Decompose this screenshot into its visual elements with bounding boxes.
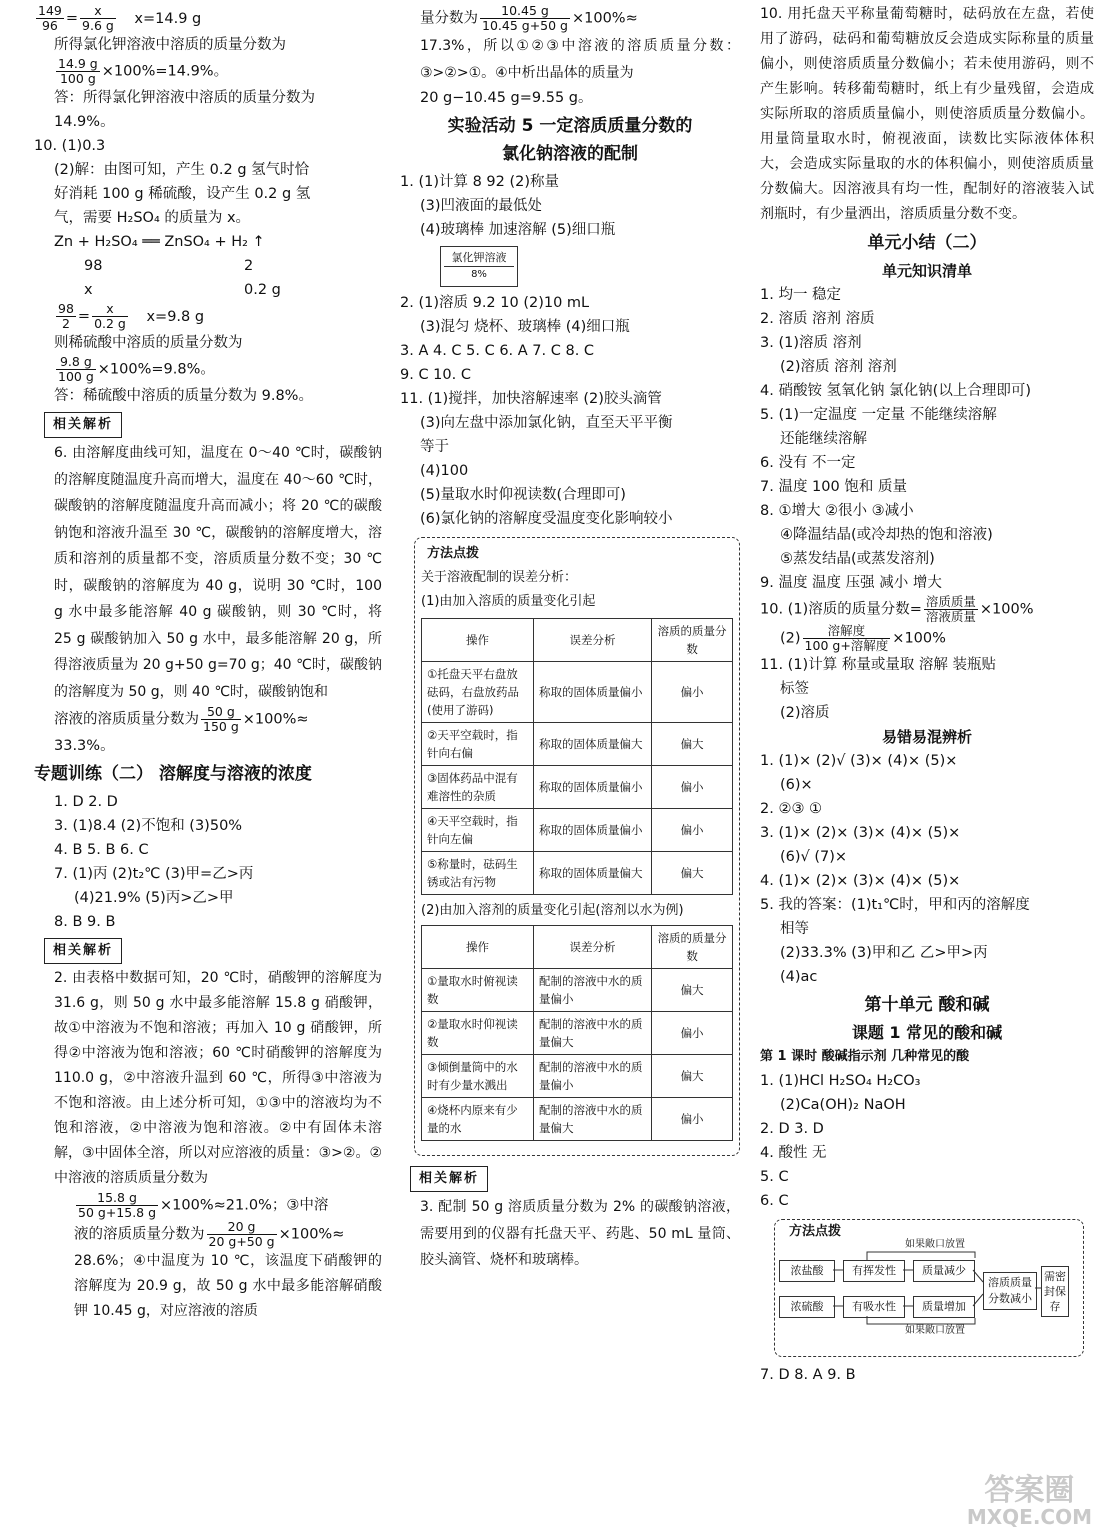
answer-line: 2. (1)溶质 9.2 10 (2)10 mL [400,295,590,311]
answer-line: 9. C 10. C [400,367,471,383]
flow-node: 质量增加 [913,1296,975,1318]
answer-line: (6)× [780,777,813,793]
answer-line: (3)凹液面的最低处 [420,198,543,214]
box-title: 方法点拨 [789,1224,842,1239]
flow-node: 浓盐酸 [779,1260,835,1282]
method-tip-flowchart [774,1219,1084,1357]
answer-line: 标签 [780,681,809,697]
watermark-logo: 答案圈 MXQE.COM [966,1473,1092,1529]
answer-line: 等于 [420,439,449,455]
table-row: ②量取水时仰视读数 配制的溶液中水的质量偏大 偏小 [422,1012,733,1055]
equation-ratio: $\frac{149}{96}$ = $\frac{x}{9.6 g}$ x=14.9 g [38,3,202,33]
answer-line: ④降温结晶(或冷却热的饱和溶液) [780,527,993,543]
equation: 液的溶质质量分数为 $\frac{20 g}{20 g+50 g}$ ×100%≈ [74,1219,345,1249]
flow-node: 有挥发性 [843,1260,905,1282]
equation: $\frac{15.8 g}{50 g+15.8 g}$ ×100%≈21.0%；③中溶 [78,1190,329,1220]
equation-values: x 0.2 g [84,282,281,298]
section-heading: 氯化钠溶液的配制 [502,144,638,164]
bottle-label [440,246,518,287]
explanation-paragraph: 10. 用托盘天平称量葡萄糖时，砝码放在左盘，若使用了游码，砝码和葡萄糖放反会造成实际称量的质量偏小，则使溶质质量分数偏小；若未使用游码，则不产生影响。转移葡萄糖时，纸上有少量残留，会造成实际所取的溶质质量偏小，则使溶质质量分数偏小。用量筒量取水时，俯视液面，读数比实际液体体积大，会造成实际量取的水的体积偏小，则使溶质质量分数偏大。因溶液具有均一性，配制好的溶液装入试剂瓶时，有少量洒出，溶质质量分数不变。 [760,6,1094,222]
answer-line: 8. B 9. B [54,914,116,930]
answer-line: 还能继续溶解 [780,431,867,447]
label-name: 氯化钾溶液 [451,251,507,264]
sub-heading: 易错易混辨析 [881,728,972,746]
answer-line: 4. (1)× (2)× (3)× (4)× (5)× [760,873,961,889]
column-middle [400,0,740,1274]
answer-line: 6. 没有 不一定 [760,455,856,471]
answer-line: 4. B 5. B 6. C [54,842,149,858]
table-row: ②天平空载时，指针向右偏 称取的固体质量偏大 偏大 [422,723,733,766]
answer-line: 3. A 4. C 5. C 6. A 7. C 8. C [400,343,595,359]
text-line: 所得氯化钾溶液中溶质的质量分数为 [54,37,286,53]
text-line: (2)解：由图可知，产生 0.2 g 氢气时恰 [54,162,310,178]
error-table-solute [421,618,733,895]
answer-line: 1. D 2. D [54,794,118,810]
answer-line: (3)混匀 烧杯、玻璃棒 (4)细口瓶 [420,319,630,335]
answer-line: 3. (1)× (2)× (3)× (4)× (5)× [760,825,961,841]
answer-line: 5. 我的答案：(1)t₁℃时，甲和丙的溶解度 [760,897,1030,913]
answer-line: 2. D 3. D [760,1121,824,1137]
text-line: 答：稀硫酸中溶质的质量分数为 9.8%。 [54,388,313,404]
flow-node: 质量减少 [913,1260,975,1282]
text-line: 33.3%。 [54,738,115,754]
equation-values: 98 2 [84,258,254,274]
answer-line: (6)氯化钠的溶解度受温度变化影响较小 [420,511,673,527]
answer-line: (2)33.3% (3)甲和乙 乙>甲>丙 [780,945,988,961]
column-left [34,0,382,1324]
answer-line: (2)溶质 溶剂 溶剂 [780,359,897,375]
explanation-paragraph: 17.3%，所以①②③中溶液的溶质质量分数：③>②>①。④中析出晶体的质量为 [420,38,740,81]
table-row: ③固体药品中混有难溶性的杂质 称取的固体质量偏小 偏小 [422,766,733,809]
text-line: 好消耗 100 g 稀硫酸，设产生 0.2 g 氢 [54,186,311,202]
answer-line: 10. (1)0.3 [34,138,106,154]
table-header: 操作 [422,619,534,662]
table-row: ④天平空载时，指针向左偏 称取的固体质量偏小 偏小 [422,809,733,852]
answer-line: 7. 温度 100 饱和 质量 [760,479,907,495]
flow-node: 需密封保存 [1041,1266,1069,1317]
explanation-paragraph: 2. 由表格中数据可知，20 ℃时，硝酸钾的溶解度为 31.6 g，则 50 g 水中最多能溶解 15.8 g 硝酸钾，故①中溶液为不饱和溶液；再加入 10 g 硝酸钾，所得②中溶液为饱和溶液；60 ℃时硝酸钾的溶解度为 110.0 g，②中溶液升温到 60 ℃，所得③中溶液为不饱和溶液。由上述分析可知，①③中的溶液均为不饱和溶液，②中溶液为饱和溶液。②中有固体未溶解，③中固体全溶，所以对应溶液的质量：③>②。②中溶液的溶质质量分数为 [54,970,382,1186]
answer-line: 1. (1)计算 8 92 (2)称量 [400,174,560,190]
label-percent: 8% [444,266,514,283]
section-heading: 单元小结（二） [867,233,987,253]
equation-ratio: $\frac{98}{2}$ = $\frac{x}{0.2 g}$ x=9.8 g [58,301,205,331]
answer-line: (4)ac [780,969,818,985]
method-tip-box [414,537,740,1156]
equation: $\frac{14.9 g}{100 g}$ ×100%=14.9%。 [58,56,229,86]
table-header: 溶质的质量分数 [652,619,733,662]
section-heading: 实验活动 5 一定溶质质量分数的 [447,116,693,136]
table-row: ⑤称量时，砝码生锈或沾有污物 称取的固体质量偏大 偏大 [422,852,733,895]
equation: $\frac{9.8 g}{100 g}$ ×100%=9.8%。 [58,354,215,384]
box-title: 方法点拨 [427,546,480,561]
flow-node: 溶质质量分数减小 [983,1272,1037,1310]
answer-line: 3. (1)溶质 溶剂 [760,335,862,351]
table-row: ③倾倒量筒中的水时有少量水溅出 配制的溶液中水的质量偏小 偏大 [422,1055,733,1098]
unit-heading: 第十单元 酸和碱 [864,995,990,1015]
answer-line: 3. (1)8.4 (2)不饱和 (3)50% [54,818,243,834]
table-header: 操作 [422,926,534,969]
chemical-equation: Zn + H₂SO₄ ══ ZnSO₄ + H₂ ↑ [54,234,265,250]
text-line: 则稀硫酸中溶质的质量分数为 [54,335,243,351]
answer-line: (4)21.9% (5)丙>乙>甲 [74,890,234,906]
text-line: 气，需要 H₂SO₄ 的质量为 x。 [54,210,251,226]
flow-node: 浓硫酸 [779,1296,835,1318]
table-row: ①量取水时俯视读数 配制的溶液中水的质量偏小 偏大 [422,969,733,1012]
text-line: (1)由加入溶质的质量变化引起 [421,594,596,609]
table-row: ①托盘天平右盘放砝码，右盘放药品(使用了游码) 称取的固体质量偏小 偏小 [422,662,733,723]
equation: 量分数为 $\frac{10.45 g}{10.45 g+50 g}$ ×100%≈ [420,3,638,33]
text-line: (2)由加入溶剂的质量变化引起(溶剂以水为例) [421,903,684,918]
answer-line: (4)100 [420,463,469,479]
table-header: 溶质的质量分数 [652,926,733,969]
text-line: 答：所得氯化钾溶液中溶质的质量分数为 [54,90,315,106]
answer-line: 4. 酸性 无 [760,1145,827,1161]
table-header: 误差分析 [533,619,651,662]
answer-line: 相等 [780,921,809,937]
lesson-heading: 课题 1 常见的酸和碱 [851,1023,1003,1042]
section-heading: 专题训练（二） 溶解度与溶液的浓度 [34,764,312,784]
answer-line: 1. (1)HCl H₂SO₄ H₂CO₃ [760,1073,921,1089]
equation: 溶液的溶质质量分数为 $\frac{50 g}{150 g}$ ×100%≈ [54,704,309,734]
sub-heading: 单元知识清单 [881,262,972,280]
answer-line: (4)玻璃棒 加速溶解 (5)细口瓶 [420,222,616,238]
answer-line: (5)量取水时仰视读数(合理即可) [420,487,626,503]
section-tag: 相关解析 [44,412,122,438]
answer-line: (3)向左盘中添加氯化钠，直至天平平衡 [420,415,673,431]
formula-line: 10. (1)溶质的质量分数= $\frac{\text{溶质质量}}{\text{溶液质量}}$ ×100% [760,594,1034,624]
answer-line: 1. (1)× (2)√ (3)× (4)× (5)× [760,753,958,769]
answer-line: 11. (1)搅拌，加快溶解速率 (2)胶头滴管 [400,391,662,407]
explanation-paragraph: 6. 由溶解度曲线可知，温度在 0～40 ℃时，碳酸钠的溶解度随温度升高而增大，温度在 40～60 ℃时，碳酸钠的溶解度随温度升高而减小；将 20 ℃的碳酸钠饱和溶液升温至 30 ℃，碳酸钠的溶解度增大，溶质和溶剂的质量都不变，溶质质量分数不变；30 ℃时，碳酸钠的溶解度为 40 g，说明 30 ℃时，100 g 水中最多能溶解 40 g 碳酸钠，则 30 ℃时，将 25 g 碳酸钠加入 50 g 水中，最多能溶解 20 g，所得溶液质量为 20 g+50 g=70 g；40 ℃时，碳酸钠的溶解度为 50 g，则 40 ℃时，碳酸钠饱和 [54,445,382,700]
section-tag: 相关解析 [410,1166,488,1192]
answer-line: 5. C [760,1169,789,1185]
table-row: ④烧杯内原来有少量的水 配制的溶液中水的质量偏大 偏小 [422,1098,733,1141]
text-line: 20 g−10.45 g=9.55 g。 [420,90,593,106]
answer-line: 11. (1)计算 称量或量取 溶解 装瓶贴 [760,657,997,673]
explanation-paragraph: 3. 配制 50 g 溶质质量分数为 2% 的碳酸钠溶液，需要用到的仪器有托盘天平、药匙、50 mL 量筒、胶头滴管、烧杯和玻璃棒。 [420,1199,740,1268]
explanation-paragraph: 28.6%；④中温度为 10 ℃，该温度下硝酸钾的溶解度为 20.9 g，故 50 g 水中最多能溶解硝酸钾 10.45 g，对应溶液的溶质 [74,1253,382,1319]
answer-line: 8. ①增大 ②很小 ③减小 [760,503,914,519]
flow-bottom-note: 如果敞口放置 [905,1325,965,1336]
answer-line: 2. 溶质 溶剂 溶质 [760,311,875,327]
flow-top-note: 如果敞口放置 [905,1239,965,1250]
table-header: 误差分析 [533,926,651,969]
answer-line: 2. ②③ ① [760,801,823,817]
answer-line: 9. 温度 温度 压强 减小 增大 [760,575,942,591]
answer-line: 1. 均一 稳定 [760,287,842,303]
flow-node: 有吸水性 [843,1296,905,1318]
answer-line: 7. D 8. A 9. B [760,1367,856,1383]
answer-line: ⑤蒸发结晶(或蒸发溶剂) [780,551,935,567]
lesson-subheading: 第 1 课时 酸碱指示剂 几种常见的酸 [760,1049,970,1064]
answer-line: (2)溶质 [780,705,830,721]
text-line: 关于溶液配制的误差分析： [421,570,578,585]
column-right [760,0,1094,1387]
answer-line: 6. C [760,1193,789,1209]
formula-line: (2) $\frac{\text{溶解度}}{\text{100 g+溶解度}}$ ×100% [780,623,946,653]
section-tag: 相关解析 [44,938,122,964]
error-table-solvent [421,925,733,1141]
text-line: 14.9%。 [54,114,115,130]
answer-line: 4. 硝酸铵 氢氧化钠 氯化钠(以上合理即可) [760,383,1031,399]
answer-line: 7. (1)丙 (2)t₂℃ (3)甲=乙>丙 [54,866,254,882]
answer-line: (2)Ca(OH)₂ NaOH [780,1097,906,1113]
answer-line: 5. (1)一定温度 一定量 不能继续溶解 [760,407,997,423]
answer-line: (6)√ (7)× [780,849,848,865]
